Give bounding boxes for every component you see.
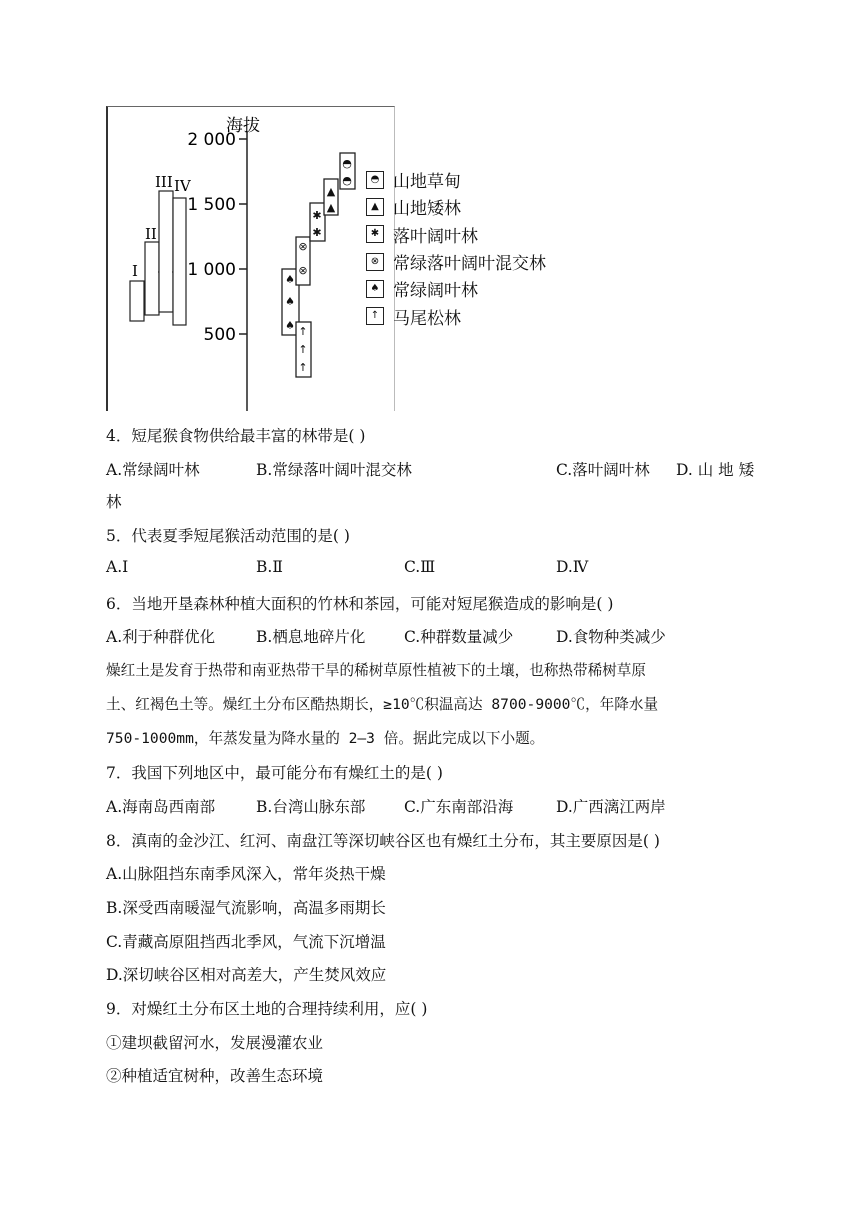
legend-item: [366, 193, 586, 220]
pine-icon: ↑: [298, 325, 308, 338]
q4-option-c: C.落叶阔叶林: [556, 461, 650, 479]
tick-label: 1 000: [187, 260, 236, 280]
legend-item: [366, 248, 586, 275]
legend-label: 常绿落叶阔叶混交林: [393, 254, 546, 275]
dwarf-forest-icon: ▲: [366, 198, 384, 216]
question-6-stem: 6．当地开垦森林种植大面积的竹林和茶园，可能对短尾猴造成的影响是( ): [106, 595, 614, 613]
passage-line: 燥红土是发育于热带和南亚热带干旱的稀树草原性植被下的土壤，也称热带稀树草原: [106, 662, 646, 679]
q5-option-c: C.Ⅲ: [404, 558, 436, 576]
tick-label: 1 500: [187, 195, 236, 215]
legend-item: [366, 221, 586, 248]
deciduous-icon: ✱: [366, 225, 384, 243]
q7-option-c: C.广东南部沿海: [404, 798, 514, 816]
evergreen-icon: ♠: [285, 295, 295, 308]
q7-option-b: B.台湾山脉东部: [256, 798, 366, 816]
range-bar-III: [159, 191, 173, 312]
deciduous-icon: ✱: [312, 226, 322, 239]
evergreen-icon: ♠: [285, 319, 295, 332]
range-bar-I: [130, 281, 144, 321]
q9-option-1: ①建坝截留河水，发展漫灌农业: [106, 1034, 324, 1052]
range-label: I: [132, 262, 138, 280]
question-4-stem: 4．短尾猴食物供给最丰富的林带是( ): [106, 427, 366, 445]
meadow-icon: ◓: [342, 157, 352, 170]
q9-option-2: ②种植适宜树种，改善生态环境: [106, 1067, 324, 1085]
evergreen-icon: ♠: [285, 273, 295, 286]
figure-legend: [366, 166, 586, 330]
q4-option-d: D. 山 地 矮: [676, 461, 755, 479]
y-axis-title: 海拔: [226, 116, 260, 136]
passage-line: 750-1000mm，年蒸发量为降水量的 2—3 倍。据此完成以下小题。: [106, 730, 545, 747]
legend-item: [366, 275, 586, 302]
q8-option-c: C.青藏高原阻挡西北季风，气流下沉增温: [106, 933, 386, 951]
q8-option-d: D.深切峡谷区相对高差大，产生焚风效应: [106, 966, 387, 984]
pine-icon: ↑: [298, 343, 308, 356]
q6-option-a: A.利于种群优化: [106, 628, 216, 646]
q6-option-d: D.食物种类减少: [556, 628, 666, 646]
evergreen-icon: ♠: [366, 280, 384, 298]
question-8-stem: 8．滇南的金沙江、红河、南盘江等深切峡谷区也有燥红土分布，其主要原因是( ): [106, 832, 660, 850]
question-7-stem: 7．我国下列地区中，最可能分布有燥红土的是( ): [106, 764, 443, 782]
tick-label: 2 000: [187, 130, 236, 150]
pine-icon: ↑: [298, 361, 308, 374]
question-5-stem: 5．代表夏季短尾猴活动范围的是( ): [106, 527, 350, 545]
q4-option-d-wrap: 林: [106, 493, 122, 511]
pine-icon: ↑: [366, 307, 384, 325]
legend-label: 落叶阔叶林: [393, 226, 478, 247]
q6-option-b: B.栖息地碎片化: [256, 628, 366, 646]
question-9-stem: 9．对燥红土分布区土地的合理持续利用，应( ): [106, 1000, 428, 1018]
meadow-icon: ◓: [366, 171, 384, 189]
q5-option-a: A.I: [106, 558, 129, 576]
q8-option-b: B.深受西南暖湿气流影响，高温多雨期长: [106, 899, 386, 917]
tick-label: 500: [203, 325, 236, 345]
mixed-forest-icon: ⊗: [298, 264, 308, 277]
range-label: III: [155, 173, 173, 191]
passage-line: 土、红褐色土等。燥红土分布区酷热期长，≥10℃积温高达 8700-9000℃，年降水量: [106, 696, 659, 713]
legend-label: 山地草甸: [393, 172, 461, 193]
dwarf-forest-icon: ▲: [326, 201, 336, 214]
legend-item: [366, 302, 586, 329]
legend-label: 山地矮林: [393, 199, 461, 220]
q5-option-b: B.Ⅱ: [256, 558, 283, 576]
range-bar-IV: [173, 198, 186, 325]
q7-option-d: D.广西漓江两岸: [556, 798, 666, 816]
range-bar-II: [145, 242, 159, 315]
q6-option-c: C.种群数量减少: [404, 628, 514, 646]
legend-label: 常绿阔叶林: [393, 281, 478, 302]
q7-option-a: A.海南岛西南部: [106, 798, 216, 816]
deciduous-icon: ✱: [312, 209, 322, 222]
q8-option-a: A.山脉阻挡东南季风深入，常年炎热干燥: [106, 865, 386, 883]
range-label: II: [145, 225, 157, 243]
q5-option-d: D.Ⅳ: [556, 558, 589, 576]
legend-item: [366, 166, 586, 193]
legend-label: 马尾松林: [393, 308, 461, 329]
meadow-icon: ◓: [342, 174, 352, 187]
q4-option-b: B.常绿落叶阔叶混交林: [256, 461, 412, 479]
elevation-figure: [106, 106, 395, 411]
q4-option-a: A.常绿阔叶林: [106, 461, 200, 479]
mixed-forest-icon: ⊗: [366, 253, 384, 271]
elevation-chart: [108, 107, 394, 411]
dwarf-forest-icon: ▲: [326, 185, 336, 198]
mixed-forest-icon: ⊗: [298, 240, 308, 253]
range-label: IV: [174, 177, 191, 195]
